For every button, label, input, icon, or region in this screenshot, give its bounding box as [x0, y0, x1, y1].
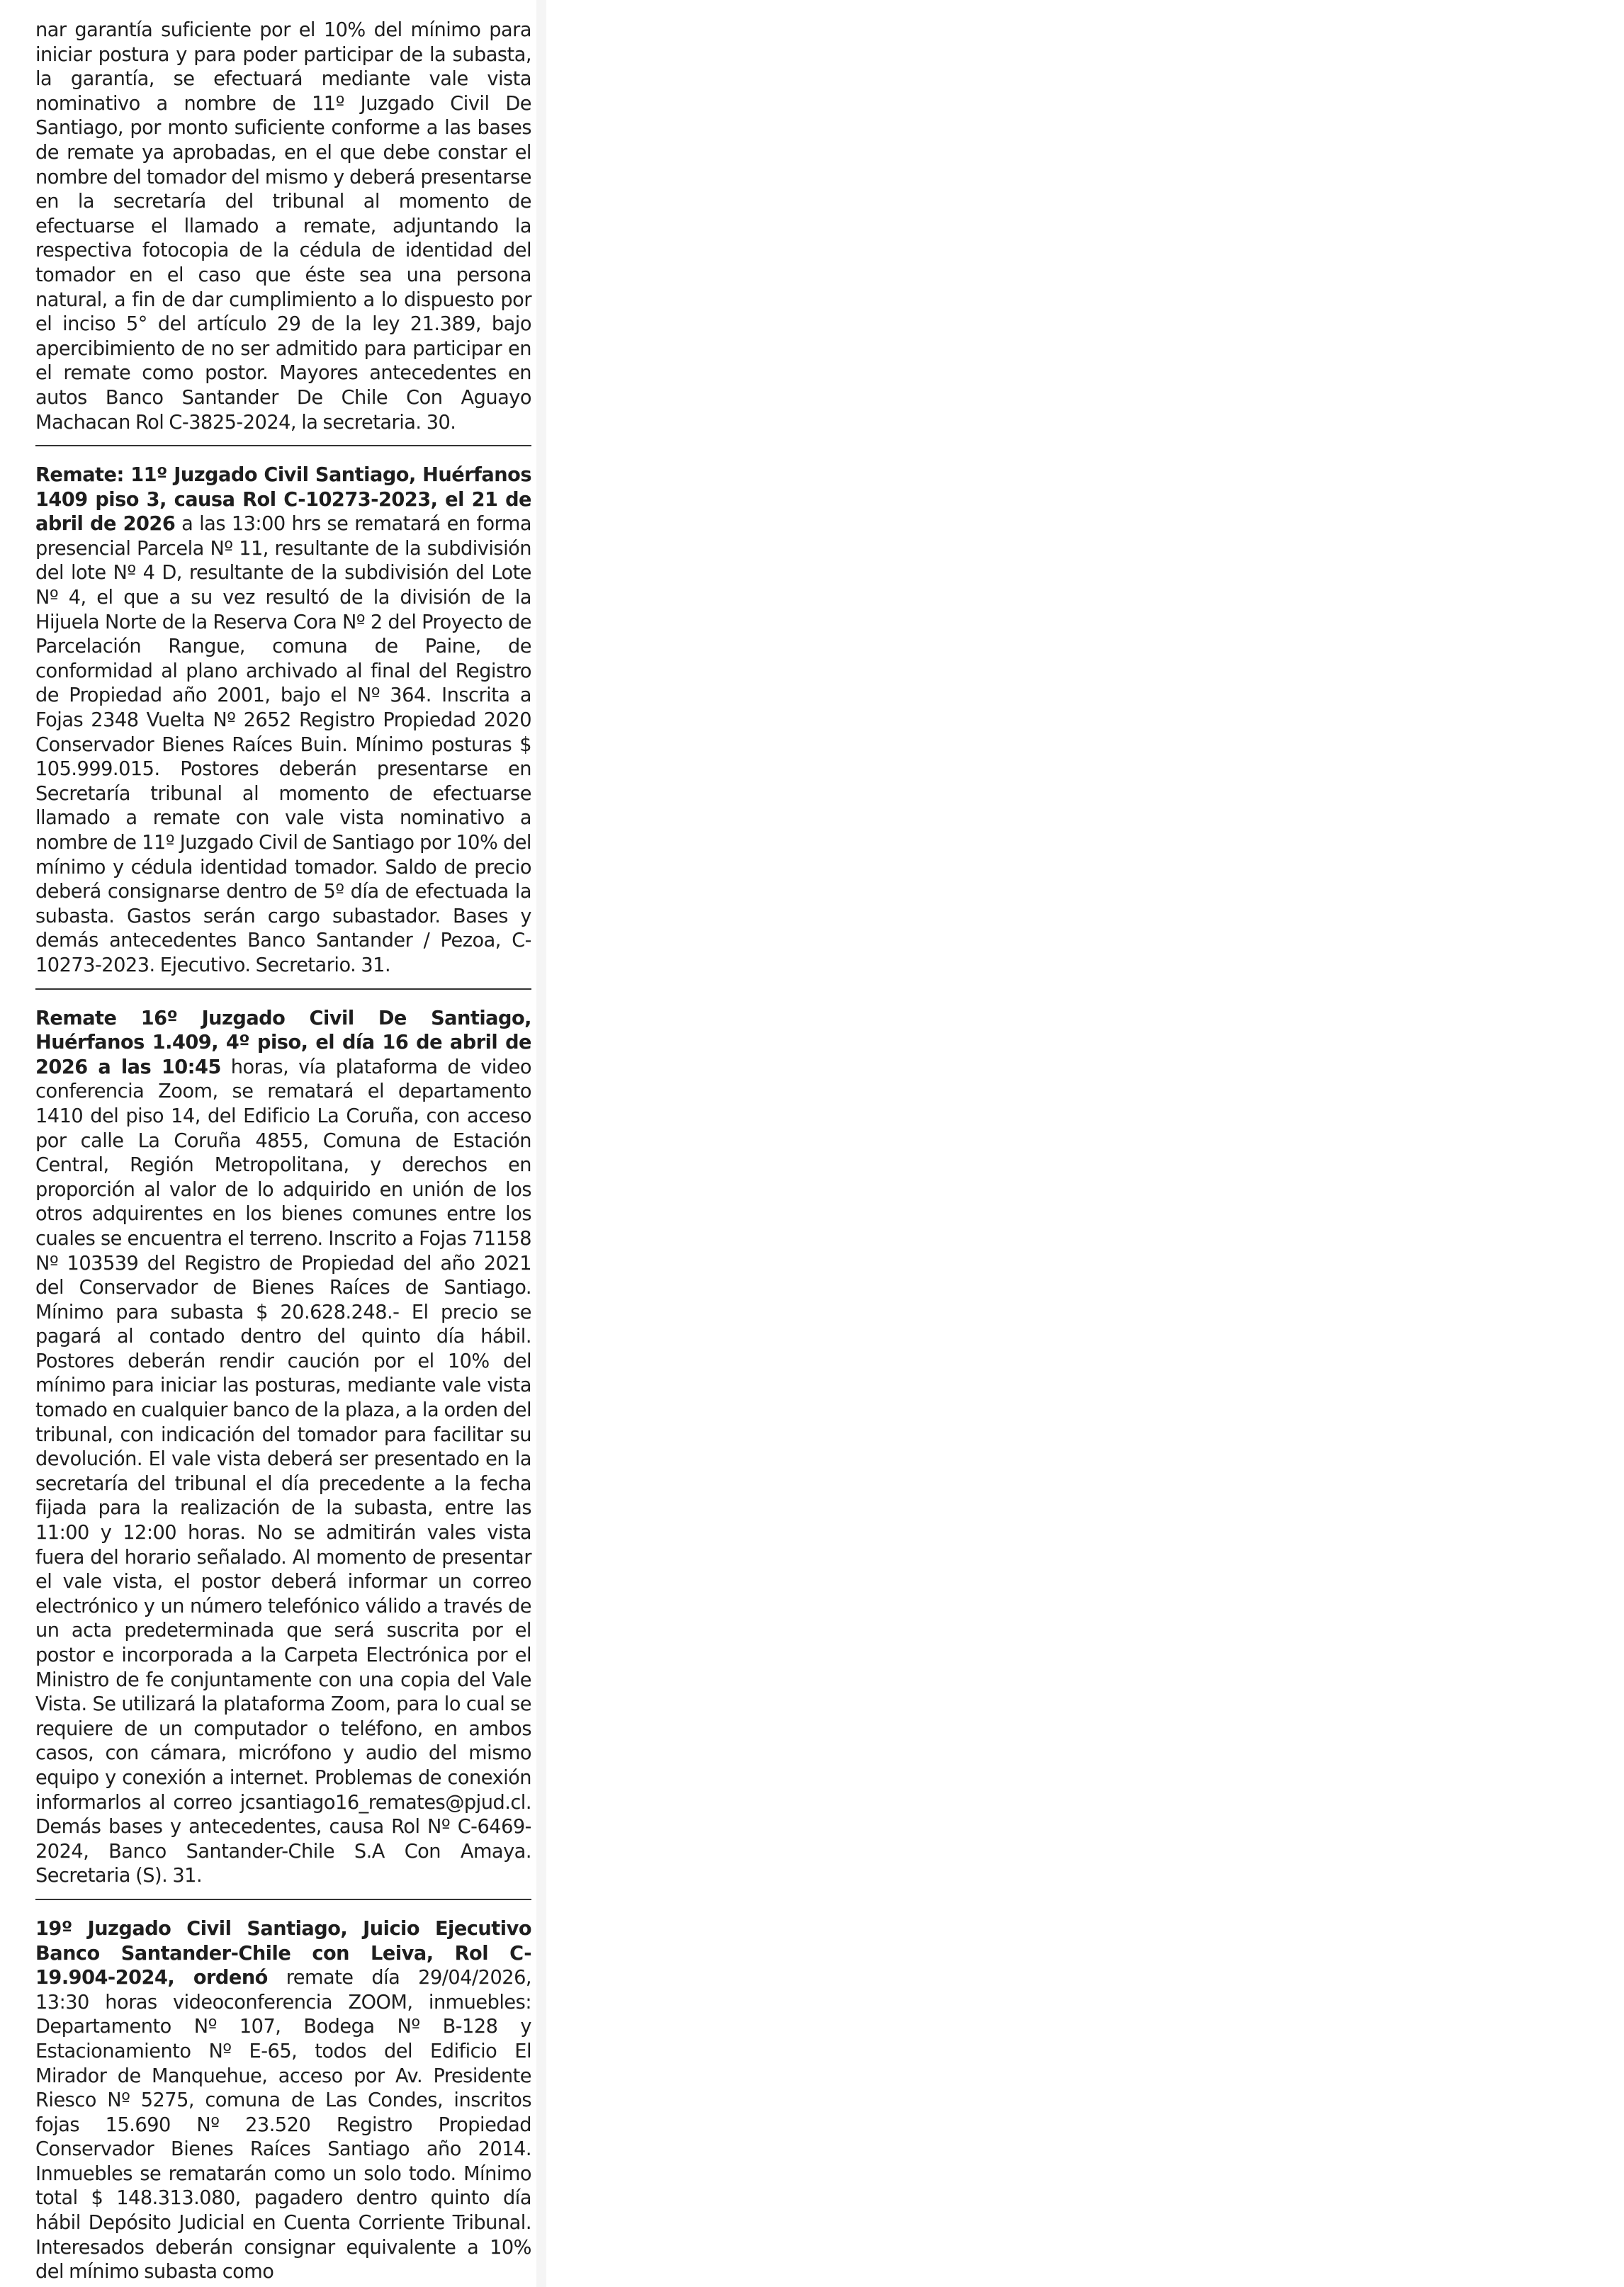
notice-heading: Remate 16º Juzgado Civil De Santiago, Huérfanos 1.409, 4º piso, el día 16 de abril de 2026 a las 10:45: [35, 1007, 531, 1078]
auction-notice: [35, 1917, 531, 2285]
classifieds-column: [35, 18, 531, 2285]
notice-divider: [35, 445, 531, 446]
notice-heading: 19º Juzgado Civil Santiago, Juicio Ejecutivo Banco Santander-Chile con Leiva, Rol C-19.904-2024, ordenó: [35, 1917, 531, 1989]
auction-notice: [35, 1007, 531, 1889]
notice-divider: [35, 1899, 531, 1900]
auction-notice: [35, 463, 531, 978]
notice-body: horas, vía plataforma de video conferencia Zoom, se rematará el departamento 1410 del piso 14, del Edificio La Coruña, con acceso por calle La Coruña 4855, Comuna de Estación Central, Región Metropolitana, y derechos en proporción al valor de lo adquirido en unión de los otros adquirentes en los bienes comunes entre los cuales se encuentra el terreno. Inscrito a Fojas 71158 Nº 103539 del Registro de Propiedad del año 2021 del Conservador de Bienes Raíces de Santiago. Mínimo para subasta $ 20.628.248.- El precio se pagará al contado dentro del quinto día hábil. Postores deberán rendir caución por el 10% del mínimo para iniciar las posturas, mediante vale vista tomado en cualquier banco de la plaza, a la orden del tribunal, con indicación del tomador para facilitar su devolución. El vale vista deberá ser presentado en la secretaría del tribunal el día precedente a la fecha fijada para la realización de la subasta, entre las 11:00 y 12:00 horas. No se admitirán vales vista fuera del horario señalado. Al momento de presentar el vale vista, el postor deberá informar un correo electrónico y un número telefónico válido a través de un acta predeterminada que será suscrita por el postor e incorporada a la Carpeta Electrónica por el Ministro de fe conjuntamente con una copia del Vale Vista. Se utilizará la plataforma Zoom, para lo cual se requiere de un computador o teléfono, en ambos casos, con cámara, micrófono y audio del mismo equipo y conexión a internet. Problemas de conexión informarlos al correo jcsantiago16_remates@pjud.cl. Demás bases y antecedentes, causa Rol Nº C-6469-2024, Banco Santander-Chile S.A Con Amaya. Secretaria (S). 31.: [35, 1056, 531, 1887]
notice-body: remate día 29/04/2026, 13:30 horas videoconferencia ZOOM, inmuebles: Departamento Nº 107, Bodega Nº B-128 y Estacionamiento Nº E-65, todos del Edificio El Mirador de Manquehue, acceso por Av. Presidente Riesco Nº 5275, comuna de Las Condes, inscritos fojas 15.690 Nº 23.520 Registro Propiedad Conservador Bienes Raíces Santiago año 2014. Inmuebles se rematarán como un solo todo. Mínimo total $ 148.313.080, pagadero dentro quinto día hábil Depósito Judicial en Cuenta Corriente Tribunal. Interesados deberán consignar equivalente a 10% del mínimo subasta como: [35, 1967, 532, 2283]
notice-body: a las 13:00 hrs se rematará en forma presencial Parcela Nº 11, resultante de la subdivisión del lote Nº 4 D, resultante de la subdivisión del Lote Nº 4, el que a su vez resultó de la división de la Hijuela Norte de la Reserva Cora Nº 2 del Proyecto de Parcelación Rangue, comuna de Paine, de conformidad al plano archivado al final del Registro de Propiedad año 2001, bajo el Nº 364. Inscrita a Fojas 2348 Vuelta Nº 2652 Registro Propiedad 2020 Conservador Bienes Raíces Buin. Mínimo posturas $ 105.999.015. Postores deberán presentarse en Secretaría tribunal al momento de efectuarse llamado a remate con vale vista nominativo a nombre de 11º Juzgado Civil de Santiago por 10% del mínimo y cédula identidad tomador. Saldo de precio deberá consignarse dentro de 5º día de efectuada la subasta. Gastos serán cargo subastador. Bases y demás antecedentes Banco Santander / Pezoa, C-10273-2023. Ejecutivo. Secretario. 31.: [35, 513, 531, 976]
notice-heading: Remate: 11º Juzgado Civil Santiago, Huérfanos 1409 piso 3, causa Rol C-10273-2023, el 21 de abril de 2026: [35, 464, 531, 536]
column-gutter: [536, 0, 546, 2287]
notice-divider: [35, 988, 531, 990]
notice-body: nar garantía suficiente por el 10% del mínimo para iniciar postura y para poder participar de la subasta, la garantía, se efectuará mediante vale vista nominativo a nombre de 11º Juzgado Civil De Santiago, por monto suficiente conforme a las bases de remate ya aprobadas, en el que debe constar el nombre del tomador del mismo y deberá presentarse en la secretaría del tribunal al momento de efectuarse el llamado a remate, adjuntando la respectiva fotocopia de la cédula de identidad del tomador en el caso que éste sea una persona natural, a fin de dar cumplimiento a lo dispuesto por el inciso 5° del artículo 29 de la ley 21.389, bajo apercibimiento de no ser admitido para participar en el remate como postor. Mayores antecedentes en autos Banco Santander De Chile Con Aguayo Machacan Rol C-3825-2024, la secretaria. 30.: [35, 19, 531, 434]
auction-notice: [35, 18, 531, 435]
